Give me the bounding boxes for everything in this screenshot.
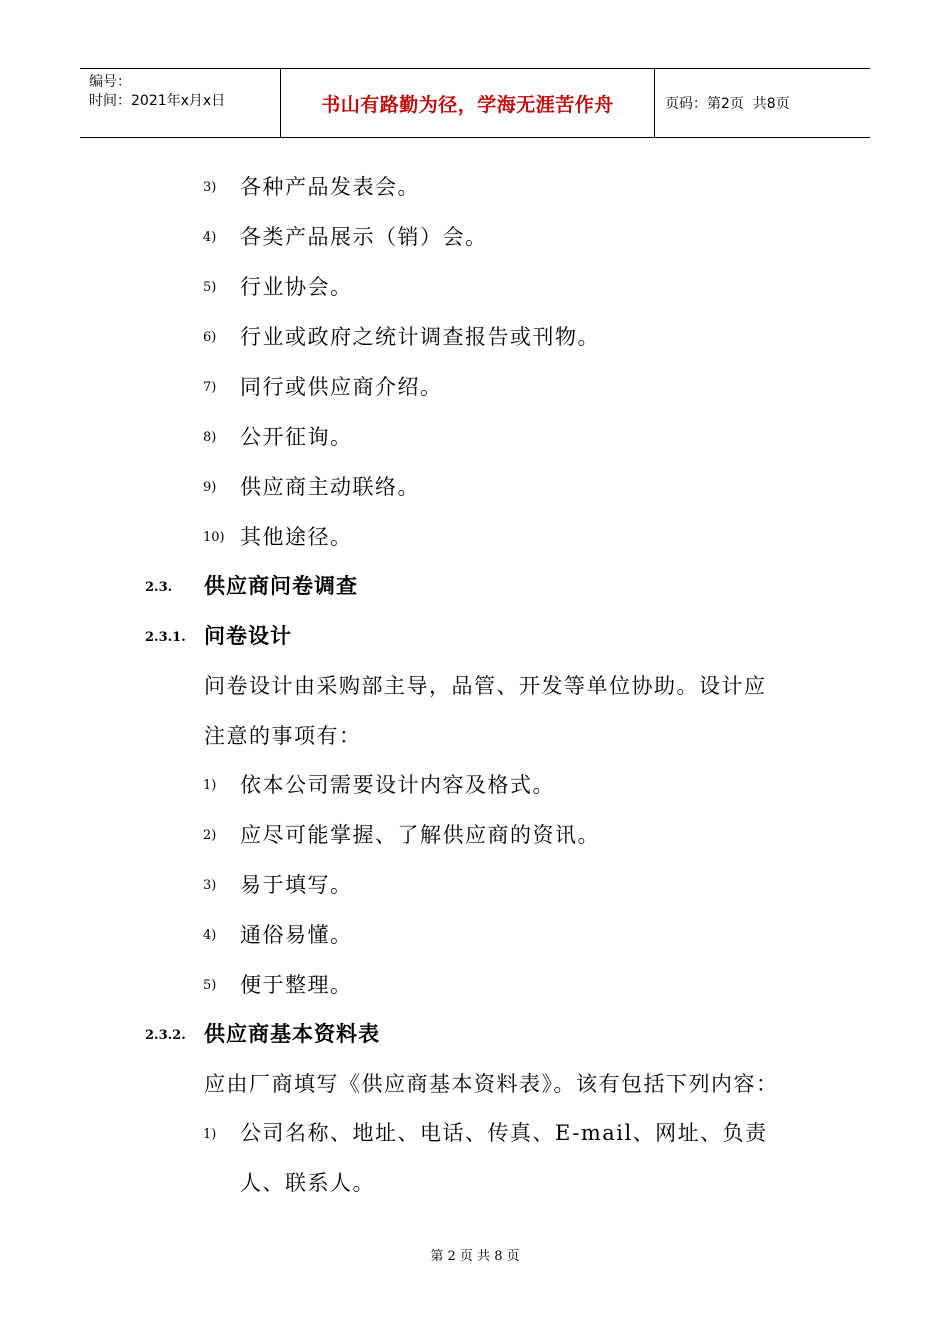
list-text-continued: 人、联系人。 <box>240 1171 375 1195</box>
list-number: 10) <box>203 530 225 545</box>
page-info-text: 页码：第2页 共8页 <box>665 96 790 112</box>
paragraph-line: 问卷设计由采购部主导，品管、开发等单位协助。设计应 <box>204 674 767 698</box>
page-header <box>80 68 870 138</box>
header-page-info <box>655 69 870 137</box>
list-text: 其他途径。 <box>240 525 353 549</box>
list-number: 6) <box>203 330 217 345</box>
section-number: 2.3. <box>145 580 173 595</box>
list-number: 1) <box>203 1127 217 1142</box>
subsection-number: 2.3.2. <box>145 1028 186 1043</box>
list-text: 应尽可能掌握、了解供应商的资讯。 <box>240 823 600 847</box>
paragraph-line: 应由厂商填写《供应商基本资料表》。该有包括下列内容： <box>204 1072 779 1096</box>
list-number: 3) <box>203 180 217 195</box>
list-text: 公司名称、地址、电话、传真、E-mail、网址、负责 <box>240 1121 768 1145</box>
list-text: 公开征询。 <box>240 425 353 449</box>
list-text: 便于整理。 <box>240 973 353 997</box>
list-number: 7) <box>203 380 217 395</box>
doc-date: 时间：2021年x月x日 <box>89 93 226 109</box>
list-text: 各种产品发表会。 <box>240 175 420 199</box>
page-footer <box>0 1245 950 1264</box>
doc-number-label: 编号： <box>89 74 131 90</box>
list-text: 行业或政府之统计调查报告或刊物。 <box>240 325 600 349</box>
list-number: 9) <box>203 480 217 495</box>
list-text: 通俗易懂。 <box>240 923 353 947</box>
subsection-title: 问卷设计 <box>204 624 292 648</box>
subsection-number: 2.3.1. <box>145 630 186 645</box>
footer-page-number: 第 2 页 共 8 页 <box>430 1249 520 1264</box>
list-number: 5) <box>203 280 217 295</box>
list-number: 8) <box>203 430 217 445</box>
header-meta <box>80 69 281 137</box>
list-text: 同行或供应商介绍。 <box>240 375 443 399</box>
list-number: 3) <box>203 878 217 893</box>
list-text: 行业协会。 <box>240 275 353 299</box>
list-number: 1) <box>203 778 217 793</box>
list-number: 5) <box>203 978 217 993</box>
section-title: 供应商问卷调查 <box>204 574 358 598</box>
header-motto: 书山有路勤为径，学海无涯苦作舟 <box>281 69 655 137</box>
subsection-title: 供应商基本资料表 <box>204 1022 380 1046</box>
list-number: 4) <box>203 928 217 943</box>
list-text: 依本公司需要设计内容及格式。 <box>240 773 555 797</box>
list-text: 供应商主动联络。 <box>240 475 420 499</box>
list-text: 易于填写。 <box>240 873 353 897</box>
list-text: 各类产品展示（销）会。 <box>240 225 488 249</box>
list-number: 2) <box>203 828 217 843</box>
list-number: 4) <box>203 230 217 245</box>
paragraph-line: 注意的事项有： <box>204 724 362 748</box>
